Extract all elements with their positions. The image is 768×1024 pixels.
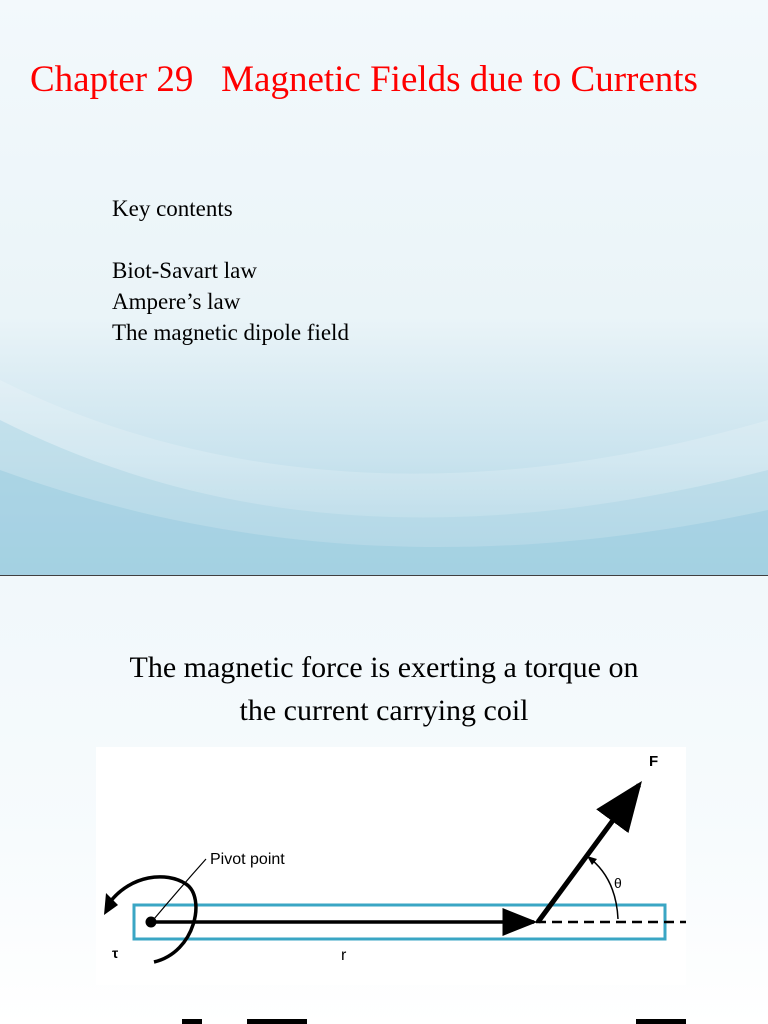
force-label: F [649, 753, 659, 770]
force-vector [538, 785, 639, 922]
torque-diagram [96, 747, 686, 985]
slide-2-title-line-1: The magnetic force is exerting a torque on [129, 651, 639, 684]
cropped-mark [182, 1019, 202, 1024]
background-wave [0, 360, 768, 576]
radius-label: r [341, 947, 347, 964]
key-contents-heading: Key contents [112, 196, 233, 221]
slide-2-title [0, 646, 768, 732]
pivot-label: Pivot point [210, 851, 285, 868]
list-item: The magnetic dipole field [112, 320, 349, 345]
pivot-leader [154, 859, 206, 919]
slide-2-title-line-2: the current carrying coil [239, 694, 529, 727]
angle-label: θ [614, 875, 622, 891]
cropped-mark [636, 1019, 686, 1024]
key-contents [112, 193, 349, 348]
list-item: Ampere’s law [112, 289, 241, 314]
torque-label: τ [112, 945, 119, 961]
list-item: Biot-Savart law [112, 258, 257, 283]
slide-1-title: Chapter 29 Magnetic Fields due to Currents [30, 59, 698, 100]
torque-diagram-svg [96, 747, 686, 985]
cropped-mark [247, 1019, 307, 1024]
